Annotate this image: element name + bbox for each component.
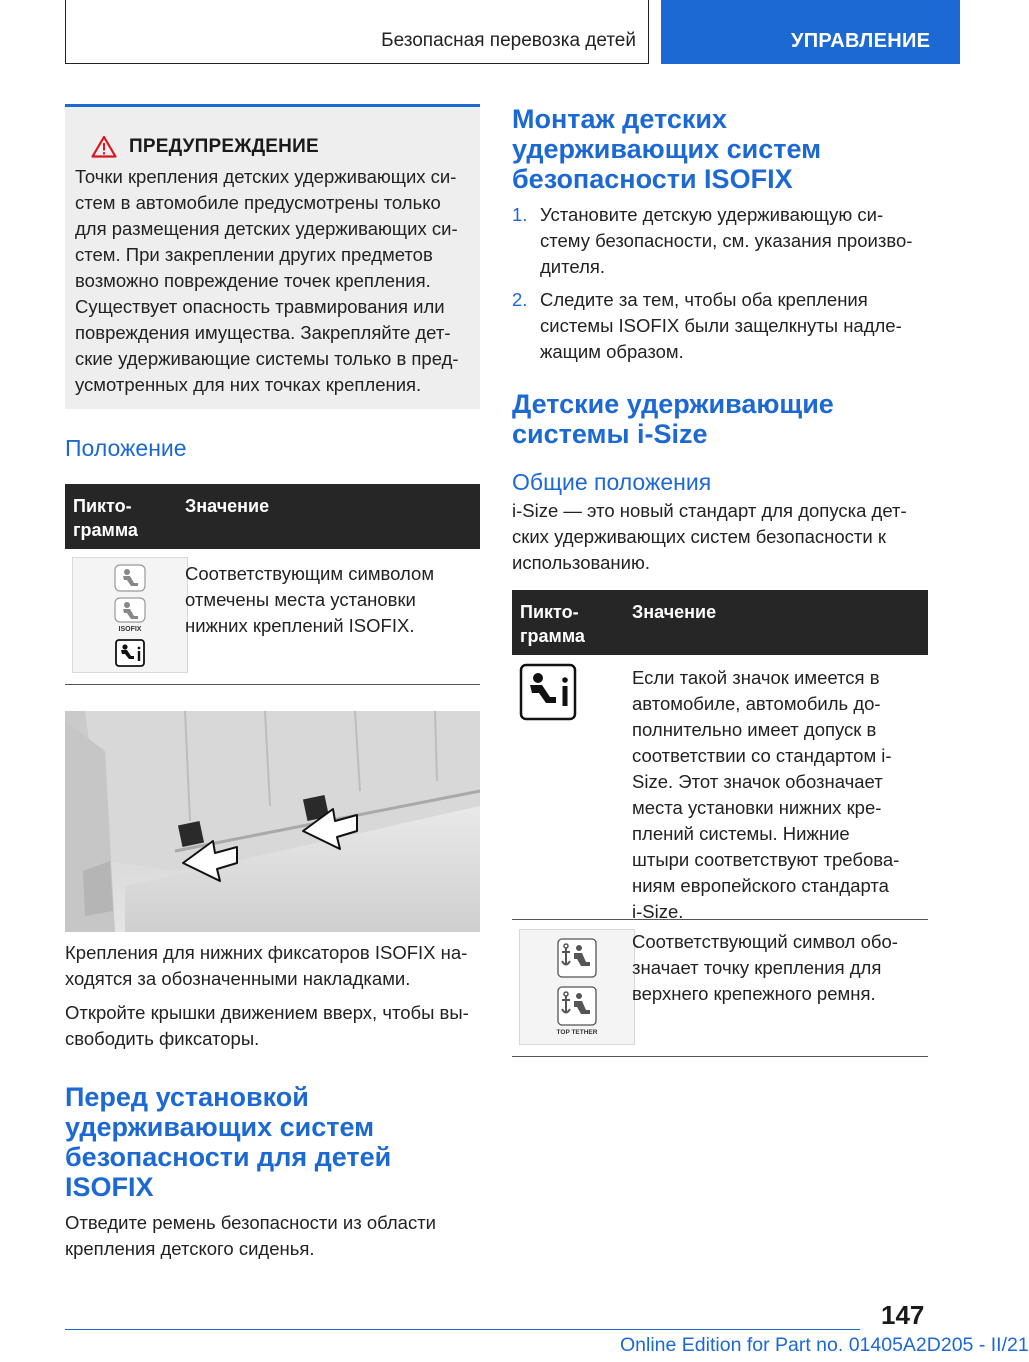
top-tether-anchor-icon [555, 986, 599, 1036]
table-header-meaning: Значение [632, 602, 717, 622]
pictogram-cell [65, 557, 181, 684]
pictogram-cell [512, 929, 628, 1056]
step-line: системы ISOFIX были защелкнуты надле- [540, 315, 902, 336]
caption-line: свободить фиксаторы. [65, 1028, 260, 1049]
isize-table [512, 590, 928, 1057]
position-heading: Положение [65, 435, 187, 461]
body-line: Отведите ремень безопасности из области [65, 1212, 437, 1233]
heading-line: Детские удерживающие [512, 389, 834, 419]
header-title: Безопасная перевозка детей [381, 30, 636, 51]
caption-line: Крепления для нижних фиксаторов ISOFIX на- [65, 942, 468, 963]
table-cell-line: Соответствующим символом [185, 563, 435, 584]
step-line: стему безопасности, см. указания произво- [540, 230, 913, 251]
mount-heading [512, 104, 928, 194]
table-cell-line: Если такой значок имеется в [632, 667, 880, 688]
header-title-box [65, 0, 649, 64]
left-column [65, 104, 480, 1262]
step-text [540, 202, 912, 280]
table-meaning-cell [628, 929, 898, 1056]
table-meaning-cell [628, 663, 900, 922]
warning-line: Существует опасность травмирования или [75, 296, 445, 317]
table-header [65, 484, 480, 549]
body-line: ских удерживающих систем безопасности к [512, 526, 886, 547]
isofix-anchor-photo [65, 711, 480, 932]
body-line: крепления детского сиденья. [65, 1238, 315, 1259]
body-line: использованию. [512, 552, 650, 573]
step-line: Следите за тем, чтобы оба крепления [540, 289, 868, 310]
step-line: Установите детскую удерживающую си- [540, 204, 884, 225]
isofix-child-seat-icon [114, 597, 146, 633]
table-cell-line: полнительно имеет допуск в [632, 719, 877, 740]
table-cell-line: значает точку крепления для [632, 957, 882, 978]
step-text [540, 287, 902, 365]
position-table [65, 484, 480, 685]
header-section-label: УПРАВЛЕНИЕ [791, 30, 931, 52]
table-cell-line: штыри соответствуют требова- [632, 849, 900, 870]
warning-line: возможно повреждение точек крепления. [75, 270, 431, 291]
before-install-text [65, 1210, 480, 1262]
table-cell-line: нижних креплений ISOFIX. [185, 615, 415, 636]
table-cell-line: i-Size. [632, 901, 684, 922]
warning-line: повреждения имущества. Закрепляйте дет- [75, 322, 451, 343]
warning-line: стем в автомобиле предусмотрены только [75, 192, 441, 213]
step-number: 1. [512, 204, 528, 225]
top-tether-caption: TOP TETHER [556, 1029, 598, 1036]
table-header-meaning: Значение [185, 496, 270, 516]
table-cell-line: ниям европейского стандарта [632, 875, 889, 896]
table-cell-line: плений системы. Нижние [632, 823, 850, 844]
warning-line: ские удерживающие системы только в пред- [75, 348, 459, 369]
table-cell-line: верхнего крепежного ремня. [632, 983, 876, 1004]
table-cell-line: отмечены места установки [185, 589, 416, 610]
footer-divider [65, 1329, 860, 1330]
before-install-heading [65, 1082, 480, 1202]
table-header [512, 590, 928, 655]
table-header-pictogram [65, 484, 181, 549]
warning-line: Точки крепления детских удерживающих си- [75, 166, 457, 187]
warning-triangle-icon [91, 135, 117, 158]
page-number: 147 [881, 1300, 925, 1330]
header-cell-line: грамма [73, 520, 138, 540]
pictogram-cell [512, 663, 628, 919]
photo-caption-2 [65, 1000, 480, 1052]
caption-line: ходятся за обозначенными накладками. [65, 968, 411, 989]
table-meaning-cell [181, 557, 434, 684]
isize-child-seat-icon [519, 663, 577, 721]
isize-child-seat-icon [115, 639, 145, 667]
table-row [65, 549, 480, 685]
pictogram-frame [72, 557, 188, 673]
warning-header [91, 135, 470, 158]
heading-line: Монтаж детских [512, 104, 727, 134]
step-line: дителя. [540, 256, 606, 277]
footer-edition: Online Edition for Part no. 01405A2D205 - II/21 [620, 1334, 1029, 1356]
isize-heading [512, 389, 928, 449]
photo-caption-1 [65, 940, 480, 992]
table-cell-line: Size. Этот значок обозначает [632, 771, 883, 792]
child-seat-icon [114, 564, 146, 592]
pictogram-frame [519, 929, 635, 1045]
isize-intro [512, 498, 928, 576]
table-header-pictogram [512, 590, 628, 655]
caption-line: Откройте крышки движением вверх, чтобы вы- [65, 1002, 469, 1023]
warning-line: усмотренных для них точках крепления. [75, 374, 422, 395]
step-item [512, 287, 928, 365]
isofix-caption: ISOFIX [118, 626, 142, 633]
heading-line: Перед установкой [65, 1082, 309, 1112]
table-cell-line: Соответствующий символ обо- [632, 931, 898, 952]
heading-line: удерживающих систем [65, 1112, 375, 1142]
step-item [512, 202, 928, 280]
header-cell-line: Пикто- [73, 496, 132, 516]
warning-line: стем. При закреплении других предметов [75, 244, 433, 265]
top-tether-anchor-icon [557, 938, 597, 978]
step-line: жащим образом. [540, 341, 684, 362]
header-cell-line: Пикто- [520, 602, 579, 622]
table-cell-line: места установки нижних кре- [632, 797, 882, 818]
heading-line: системы i-Size [512, 419, 708, 449]
heading-line: безопасности ISOFIX [512, 164, 793, 194]
mount-steps [512, 202, 928, 365]
warning-title: ПРЕДУПРЕЖДЕНИЕ [129, 135, 319, 157]
table-cell-line: автомобиле, автомобиль до- [632, 693, 881, 714]
body-line: i-Size — это новый стандарт для допуска дет- [512, 500, 907, 521]
warning-line: для размещения детских удерживающих си- [75, 218, 458, 239]
header-cell-line: грамма [520, 626, 585, 646]
general-provisions-heading: Общие положения [512, 469, 712, 495]
header-section-tab [661, 0, 960, 64]
step-number: 2. [512, 289, 528, 310]
table-cell-line: соответствии со стандартом i- [632, 745, 892, 766]
heading-line: удерживающих систем [512, 134, 822, 164]
table-row [512, 655, 928, 920]
warning-box [65, 104, 480, 409]
seat-illustration [65, 711, 480, 932]
right-column [512, 104, 928, 1057]
table-row [512, 920, 928, 1057]
warning-text [75, 164, 470, 398]
heading-line: безопасности для детей ISOFIX [65, 1142, 392, 1202]
